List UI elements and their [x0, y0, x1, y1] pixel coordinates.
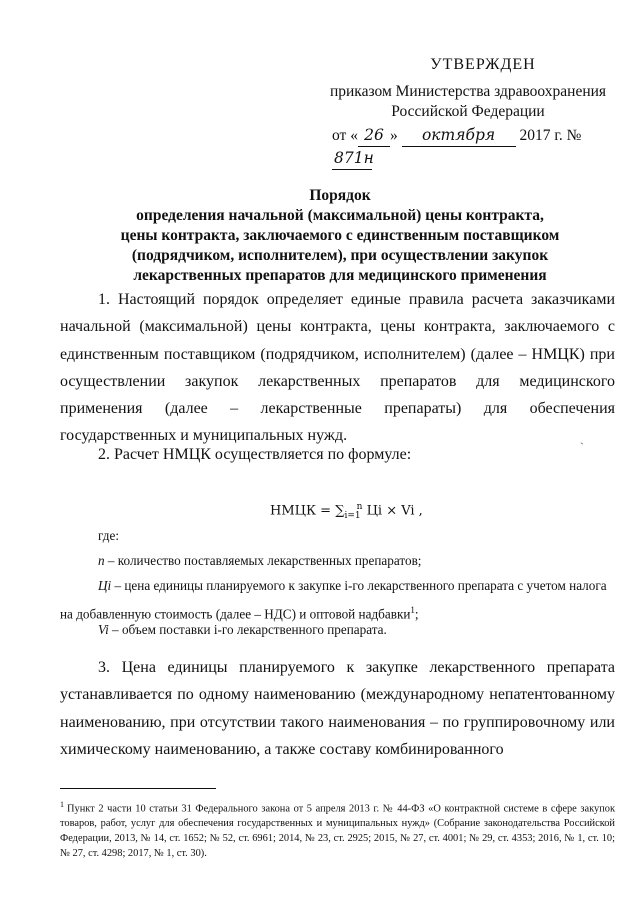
document-title	[60, 186, 620, 286]
approval-block	[318, 56, 618, 170]
symbol-c: Цi	[98, 578, 112, 593]
formula-rhs: Цi × Vi ,	[362, 503, 423, 519]
title-line-1: Порядок	[309, 187, 371, 204]
formula-subscript: i=1	[344, 510, 361, 521]
paragraph-3: 3. Цена единицы планируемого к закупке лекарственного препарата устанавливается по одному наименованию (международному непатентованному наименованию, при отсутствии такого наименования – по группировочному или химическому наименованию, а также составу комбинированного	[60, 659, 615, 758]
definition-c-text: – цена единицы планируемого к закупке i-го лекарственного препарата с учетом налога на добавленную стоимость (далее – НДС) и оптовой надбавки	[60, 578, 607, 622]
footnote-text: Пункт 2 части 10 статьи 31 Федерального закона от 5 апреля 2013 г. № 44-ФЗ «О контрактной системе в сфере закупок товаров, работ, услуг для обеспечения государственных и муниципальных нужд» (Собрание законодательства Российской Федерации, 2013, № 14, ст. 1652; № 52, ст. 6961; 2014, № 23, ст. 2925; 2015, № 27, ст. 4001; № 29, ст. 4353; 2016, № 1, ст. 10; № 27, ст. 4298; 2017, № 1, ст. 30).	[60, 803, 615, 860]
approval-ministry-line: приказом Министерства здравоохранения	[329, 83, 607, 100]
paragraph-2: 2. Расчет НМЦК осуществляется по формуле:	[98, 446, 412, 463]
footnote	[60, 797, 615, 861]
handwritten-order-number: 871н	[332, 147, 372, 170]
approval-date-line	[318, 124, 618, 170]
footnote-divider	[60, 788, 216, 789]
approval-heading: УТВЕРЖДЕН	[430, 56, 536, 73]
date-mid: »	[389, 127, 398, 144]
definitions-where: где:	[98, 528, 119, 543]
title-line-5: лекарственных препаратов для медицинского применения	[133, 267, 547, 284]
date-prefix: от «	[332, 127, 358, 144]
margin-tick-mark: ˋ	[580, 440, 584, 454]
title-line-4: (подрядчиком, исполнителем), при осуществлении закупок	[131, 247, 549, 264]
symbol-n: n	[98, 553, 105, 568]
definition-v	[98, 617, 640, 642]
footnote-mark: 1	[60, 800, 64, 809]
symbol-v: Vi	[98, 622, 109, 637]
formula	[270, 502, 423, 521]
formula-lhs: НМЦК = ∑	[270, 503, 345, 519]
approval-country-line: Российской Федерации	[391, 103, 545, 120]
title-line-2: определения начальной (максимальной) цены контракта,	[136, 207, 544, 224]
handwritten-month: октября	[402, 124, 516, 147]
definition-n-text: – количество поставляемых лекарственных препаратов;	[104, 553, 422, 568]
footnote-reference: 1	[410, 605, 415, 615]
formula-superscript: n	[356, 502, 363, 512]
title-line-3: цены контракта, заключаемого с единственным поставщиком	[120, 227, 560, 244]
date-year: 2017 г. №	[519, 127, 582, 144]
paragraph-1: 1. Настоящий порядок определяет единые правила расчета заказчиками начальной (максимальной) цены контракта, цены контракта, заключаемого с единственным поставщиком (подрядчиком, исполнителем) (далее – НМЦК) при осуществлении закупок лекарственных препаратов для медицинского применения (далее – лекарственные препараты) для обеспечения государственных и муниципальных нужд.	[60, 291, 615, 445]
definition-c-end: ;	[414, 606, 419, 622]
definition-v-text: – объем поставки i-го лекарственного препарата.	[108, 622, 387, 637]
handwritten-day: 26	[358, 124, 390, 147]
definition-n	[98, 548, 640, 573]
